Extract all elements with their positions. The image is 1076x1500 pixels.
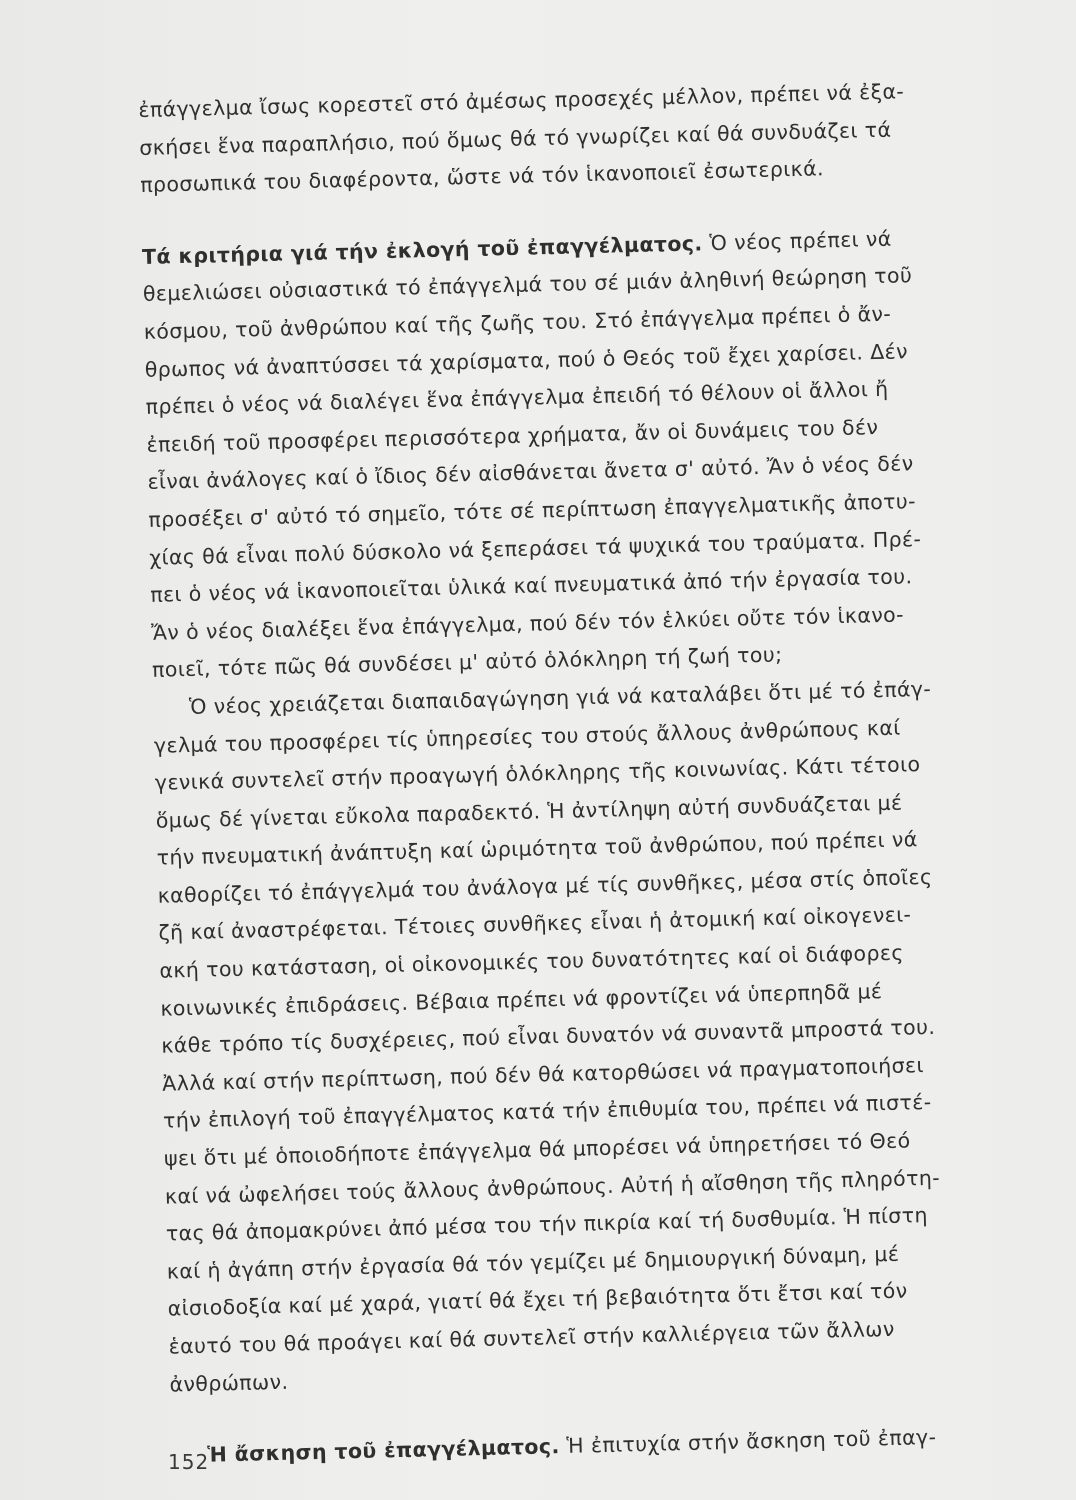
section-first-line-text: Ἡ ἐπιτυχία στήν ἄσκηση τοῦ ἐπαγ-: [559, 1425, 937, 1459]
text-line: τήν ἐπιλογή τοῦ ἐπαγγέλματος κατά τήν ἐπιθυμία του, πρέπει νά πιστέ-: [162, 1090, 932, 1134]
text-line: τας θά ἀπομακρύνει ἀπό μέσα του τήν πικρία καί τή δυσθυμία. Ἡ πίστη: [165, 1203, 929, 1246]
text-line: Ὁ νέος χρειάζεται διαπαιδαγώγηση γιά νά καταλάβει ὅτι μέ τό ἐπάγ-: [188, 676, 932, 719]
paragraph-intro: [138, 70, 1020, 204]
text-line: προσωπικά του διαφέροντα, ὥστε νά τόν ἱκανοποιεῖ ἐσωτερικά.: [139, 156, 825, 198]
text-line: ἐπάγγελμα ἴσως κορεστεῖ στό ἀμέσως προσεχές μέλλον, πρέπει νά ἐξα-: [138, 79, 905, 122]
text-line: γενικά συντελεῖ στήν προαγωγή ὁλόκληρης τῆς κοινωνίας. Κάτι τέτοιο: [154, 752, 921, 795]
text-line: ἑαυτό του θά προάγει καί θά συντελεῖ στήν καλλιέργεια τῶν ἄλλων: [168, 1316, 895, 1359]
text-line: καί ἡ ἀγάπη στήν ἐργασία θά τόν γεμίζει μέ δημιουργική δύναμη, μέ: [166, 1241, 900, 1284]
text-line: κάθε τρόπο τίς δυσχέρειες, πού εἶναι δυνατόν νά συναντᾶ μπροστά του.: [161, 1015, 936, 1058]
text-line: Ἄν ὁ νέος διαλέξει ἕνα ἐπάγγελμα, πού δέν τόν ἑλκύει οὔτε τόν ἱκανο-: [150, 602, 905, 645]
text-line: Ἀλλά καί στήν περίπτωση, πού δέν θά κατορθώσει νά πραγματοποιήσει: [161, 1052, 925, 1096]
paragraph-upbringing: [153, 668, 1050, 1404]
text-line: ὅμως δέ γίνεται εὔκολα παραδεκτό. Ἡ ἀντίληψη αὐτή συνδυάζεται μέ: [155, 790, 903, 833]
text-line: πει ὁ νέος νά ἱκανοποιεῖται ὑλικά καί πνευματικά ἀπό τήν ἐργασία του.: [149, 564, 913, 607]
text-line: κόσμου, τοῦ ἀνθρώπου καί τῆς ζωῆς του. Στό ἐπάγγελμα πρέπει ὁ ἄν-: [143, 301, 892, 344]
text-line: πρέπει ὁ νέος νά διαλέγει ἕνα ἐπάγγελμα ἐπειδή τό θέλουν οἱ ἄλλοι ἤ: [145, 376, 889, 420]
page-number: 152: [168, 1450, 210, 1474]
text-line: ἐπειδή τοῦ προσφέρει περισσότερα χρήματα, ἄν οἱ δυνάμεις του δέν: [146, 414, 879, 457]
text-line: ψει ὅτι μέ ὁποιοδήποτε ἐπάγγελμα θά μπορέσει νά ὑπηρετήσει τό Θεό: [163, 1128, 911, 1171]
text-line: αἰσιοδοξία καί μέ χαρά, γιατί θά ἔχει τή βεβαιότητα ὅτι ἔτσι καί τόν: [167, 1278, 908, 1322]
section-first-line-text: Ὁ νέος πρέπει νά: [702, 226, 892, 256]
text-line: καί νά ὠφελήσει τούς ἄλλους ἀνθρώπους. Αὐτή ἡ αἴσθηση τῆς πληρότη-: [164, 1165, 941, 1209]
text-line: ποιεῖ, τότε πῶς θά συνδέσει μ' αὐτό ὁλόκληρη τή ζωή του;: [151, 642, 783, 683]
text-line: προσέξει σ' αὐτό τό σημεῖο, τότε σέ περίπτωση ἐπαγγελματικῆς ἀποτυ-: [148, 489, 917, 532]
text-line: τήν πνευματική ἀνάπτυξη καί ὡριμότητα τοῦ ἀνθρώπου, πού πρέπει νά: [156, 827, 918, 871]
section-heading-criteria: Τά κριτήρια γιά τήν ἐκλογή τοῦ ἐπαγγέλματος.: [141, 231, 703, 269]
text-line: εἶναι ἀνάλογες καί ὁ ἴδιος δέν αἰσθάνεται ἄνετα σ' αὐτό. Ἄν ὁ νέος δέν: [147, 451, 914, 495]
text-line: καθορίζει τό ἐπάγγελμά του ἀνάλογα μέ τίς συνθῆκες, μέσα στίς ὁποῖες: [157, 864, 933, 908]
section-heading-practice: Ἡ ἄσκηση τοῦ ἐπαγγέλματος.: [207, 1434, 560, 1467]
text-line: κοινωνικές ἐπιδράσεις. Βέβαια πρέπει νά φροντίζει νά ὑπερπηδᾶ μέ: [160, 978, 883, 1021]
text-line: χίας θά εἶναι πολύ δύσκολο νά ξεπεράσει τά ψυχικά του τραύματα. Πρέ-: [149, 526, 922, 570]
text-line: σκήσει ἕνα παραπλήσιο, πού ὅμως θά τό γνωρίζει καί θά συνδυάζει τά: [139, 117, 892, 160]
text-line: ἀνθρώπων.: [169, 1369, 289, 1397]
page-text: [138, 70, 1052, 1475]
section-criteria: [142, 217, 1033, 689]
text-line: ακή του κατάσταση, οἱ οἰκονομικές του δυνατότητες καί οἱ διάφορες: [159, 940, 905, 983]
text-line: θεμελιώσει οὐσιαστικά τό ἐπάγγελμά του σέ μιάν ἀληθινή θεώρηση τοῦ: [142, 263, 913, 307]
text-line: θρωπος νά ἀναπτύσσει τά χαρίσματα, πού ὁ Θεός τοῦ ἔχει χαρίσει. Δέν: [144, 338, 909, 382]
text-line: γελμά του προσφέρει τίς ὑπηρεσίες του στούς ἄλλους ἀνθρώπους καί: [153, 715, 901, 758]
text-line: ζῆ καί ἀναστρέφεται. Τέτοιες συνθῆκες εἶναι ἡ ἀτομική καί οἰκογενει-: [158, 902, 912, 946]
